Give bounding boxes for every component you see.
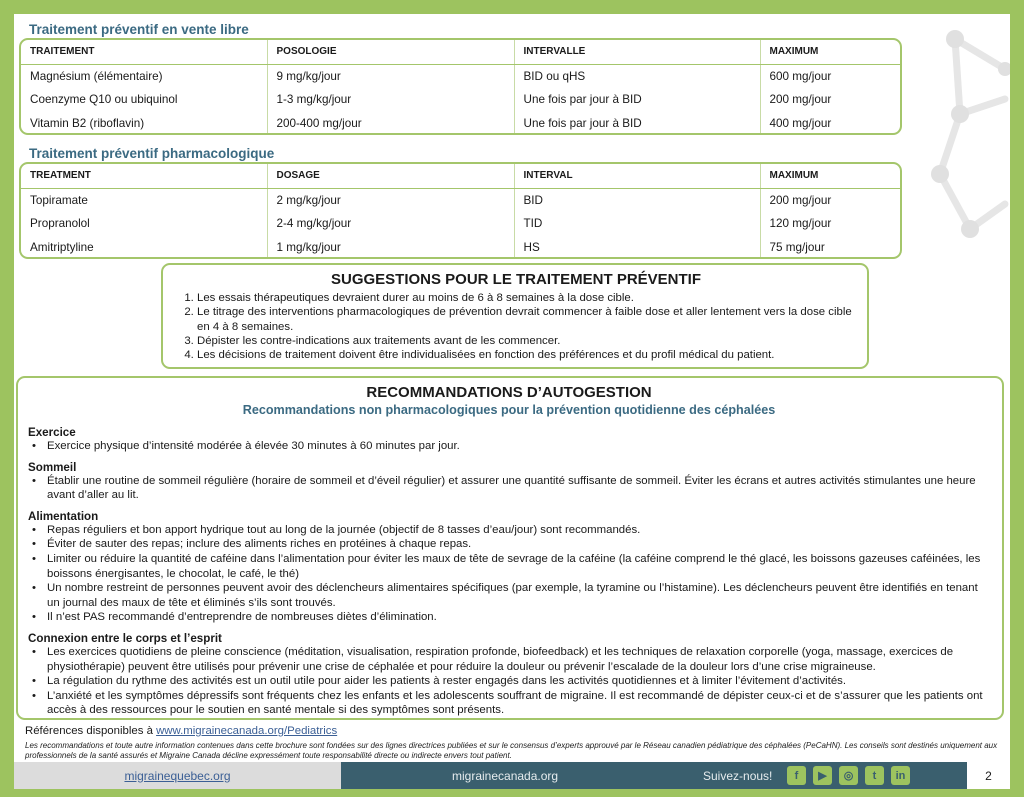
- list-item: 2. Le titrage des interventions pharmacologiques de prévention devrait commencer à faible dose et aller lentement vers la dose cible en 4 à 8 semaines.: [197, 305, 857, 334]
- table-cell: Coenzyme Q10 ou ubiquinol: [30, 93, 178, 107]
- table-header: INTERVALLE: [514, 40, 760, 65]
- list-item: 3. Dépister les contre-indications aux traitements avant de les commencer.: [197, 334, 857, 348]
- footer-bar: [14, 762, 1010, 789]
- list-item: • Limiter ou réduire la quantité de caféine dans l’alimentation pour éviter les maux de tête de sevrage de la caféine (la caféine comprend le thé glacé, les boissons gazeuses caféinées, les boissons énergisantes, le chocolat, le café, le thé): [28, 552, 990, 581]
- molecule-decoration: [910, 14, 1010, 274]
- category-exercise: Exercice: [28, 426, 76, 439]
- nutrition-list: [28, 523, 990, 625]
- table-cell: Topiramate: [30, 194, 88, 207]
- list-item: • Les exercices quotidiens de pleine conscience (méditation, visualisation, respiration profonde, biofeedback) et les techniques de relaxation corporelle (yoga, massage, exercices de physiothérapie) peuvent être utilisés pour prévenir une crise de céphalée et pour réduire la douleur ou prévenir l’escalade de la douleur lors d’une crise migraineuse.: [28, 645, 990, 674]
- list-item: • Exercice physique d’intensité modérée à élevée 30 minutes à 60 minutes par jour.: [28, 439, 990, 454]
- table-row: [21, 212, 900, 236]
- list-item: • La régulation du rythme des activités est un outil utile pour aider les patients à rester engagés dans les activités quotidiennes et à limiter l’évitement d’activités.: [28, 674, 990, 689]
- category-mind-body: Connexion entre le corps et l’esprit: [28, 631, 222, 645]
- follow-us-label: Suivez-nous!: [703, 768, 773, 783]
- pharma-treatment-table: [19, 162, 902, 259]
- facebook-icon[interactable]: f: [787, 766, 806, 785]
- table-header: TREATMENT: [21, 164, 267, 189]
- suggestions-title: SUGGESTIONS POUR LE TRAITEMENT PRÉVENTIF: [330, 271, 702, 288]
- disclaimer-text: Les recommandations et toute autre information contenues dans cette brochure sont fondées sur des lignes directrices publiées et sur le consensus d’experts approuvé par le Réseau canadien pédiatrique des céphalées (PeCaHN). Les conseils sont destinés uniquement aux professionnels de la santé assurés et Migraine Canada décline expressément toute responsabilité directe ou indirecte envers tout patient.: [25, 741, 998, 760]
- page-number: 2: [967, 762, 1010, 789]
- footer-left: [14, 762, 341, 789]
- list-item: • Il n’est PAS recommandé d’entreprendre de nombreuses diètes d’élimination.: [28, 610, 990, 625]
- table-header: DOSAGE: [267, 164, 514, 189]
- table-cell: 200-400 mg/jour: [267, 112, 514, 136]
- footer-center: [341, 762, 967, 789]
- list-item: • Repas réguliers et bon apport hydrique tout au long de la journée (objectif de 8 tasses d’eau/jour) sont recommandés.: [28, 523, 990, 538]
- linkedin-icon[interactable]: in: [891, 766, 910, 785]
- list-item: • L’anxiété et les symptômes dépressifs sont fréquents chez les enfants et les adolescents souffrant de migraine. Il est recommandé de dépister ceux-ci et de s’assurer que les patients ont accès à des ressources pour le soutien en santé mentale si des symptômes sont présents.: [28, 689, 990, 718]
- table-cell: 75 mg/jour: [760, 236, 900, 260]
- otc-section-title: Traitement préventif en vente libre: [29, 22, 249, 37]
- table-cell: 2 mg/kg/jour: [267, 189, 514, 213]
- table-header: POSOLOGIE: [267, 40, 514, 65]
- self-management-title: RECOMMANDATIONS D’AUTOGESTION: [366, 384, 652, 401]
- table-cell: 600 mg/jour: [760, 65, 900, 89]
- table-header: MAXIMUM: [760, 164, 900, 189]
- table-cell: 2-4 mg/kg/jour: [267, 212, 514, 236]
- table-cell: 200 mg/jour: [760, 88, 900, 112]
- migrainequebec-link[interactable]: migrainequebec.org: [124, 768, 231, 783]
- table-cell: 400 mg/jour: [760, 112, 900, 136]
- list-item: • Éviter de sauter des repas; inclure des aliments riches en protéines à chaque repas.: [28, 537, 990, 552]
- table-cell: Vitamin B2 (riboflavin): [30, 116, 145, 130]
- table-row: [21, 112, 900, 136]
- table-header: TRAITEMENT: [21, 40, 267, 65]
- table-cell: Une fois par jour à BID: [514, 88, 760, 112]
- list-item: 1. Les essais thérapeutiques devraient durer au moins de 6 à 8 semaines à la dose cible.: [197, 291, 857, 305]
- mind-body-list: [28, 645, 990, 718]
- list-item: 4. Les décisions de traitement doivent être individualisées en fonction des préférences et du profil médical du patient.: [197, 348, 857, 362]
- table-row: [21, 65, 900, 89]
- document-page: [14, 14, 1010, 774]
- table-cell: Magnésium (élémentaire): [30, 70, 163, 83]
- pharma-section-title: Traitement préventif pharmacologique: [29, 146, 275, 161]
- table-cell: 1 mg/kg/jour: [267, 236, 514, 260]
- table-cell: Propranolol: [30, 217, 90, 231]
- self-management-subtitle: Recommandations non pharmacologiques pour la prévention quotidienne des céphalées: [242, 403, 776, 417]
- table-cell: Amitriptyline: [30, 240, 94, 254]
- table-cell: TID: [514, 212, 760, 236]
- exercise-list: [28, 439, 990, 454]
- youtube-icon[interactable]: ▶: [813, 766, 832, 785]
- table-row: [21, 88, 900, 112]
- table-cell: BID ou qHS: [514, 65, 760, 89]
- suggestions-list: [197, 291, 857, 362]
- list-item: • Un nombre restreint de personnes peuvent avoir des déclencheurs alimentaires spécifiques (par exemple, la tyramine ou l’histamine). Les déclencheurs peuvent être identifiés en tenant un journal des maux de tête et éliminés s’ils sont trouvés.: [28, 581, 990, 610]
- references-line: [25, 725, 337, 737]
- table-cell: Une fois par jour à BID: [514, 112, 760, 136]
- sleep-list: [28, 474, 990, 503]
- twitter-icon[interactable]: t: [865, 766, 884, 785]
- category-nutrition: Alimentation: [28, 509, 99, 523]
- table-row: [21, 236, 900, 260]
- table-cell: 120 mg/jour: [760, 212, 900, 236]
- table-cell: 1-3 mg/kg/jour: [267, 88, 514, 112]
- table-cell: 9 mg/kg/jour: [267, 65, 514, 89]
- references-link[interactable]: www.migrainecanada.org/Pediatrics: [156, 725, 338, 737]
- table-cell: BID: [514, 189, 760, 213]
- migrainecanada-link[interactable]: migrainecanada.org: [452, 768, 559, 783]
- instagram-icon[interactable]: ◎: [839, 766, 858, 785]
- references-label: Références disponibles à: [25, 725, 157, 737]
- table-header: MAXIMUM: [760, 40, 900, 65]
- self-management-box: [16, 376, 1004, 720]
- social-icons: [787, 766, 910, 785]
- list-item: • Établir une routine de sommeil régulière (horaire de sommeil et d’éveil régulier) et assurer une quantité suffisante de sommeil. Éviter les écrans et autres activités stimulantes une heure avant d’aller au lit.: [28, 474, 990, 503]
- category-sleep: Sommeil: [28, 460, 77, 474]
- otc-treatment-table: [19, 38, 902, 135]
- table-cell: 200 mg/jour: [760, 189, 900, 213]
- preventive-suggestions-box: [161, 263, 869, 369]
- table-row: [21, 189, 900, 213]
- table-cell: HS: [514, 236, 760, 260]
- table-header: INTERVAL: [514, 164, 760, 189]
